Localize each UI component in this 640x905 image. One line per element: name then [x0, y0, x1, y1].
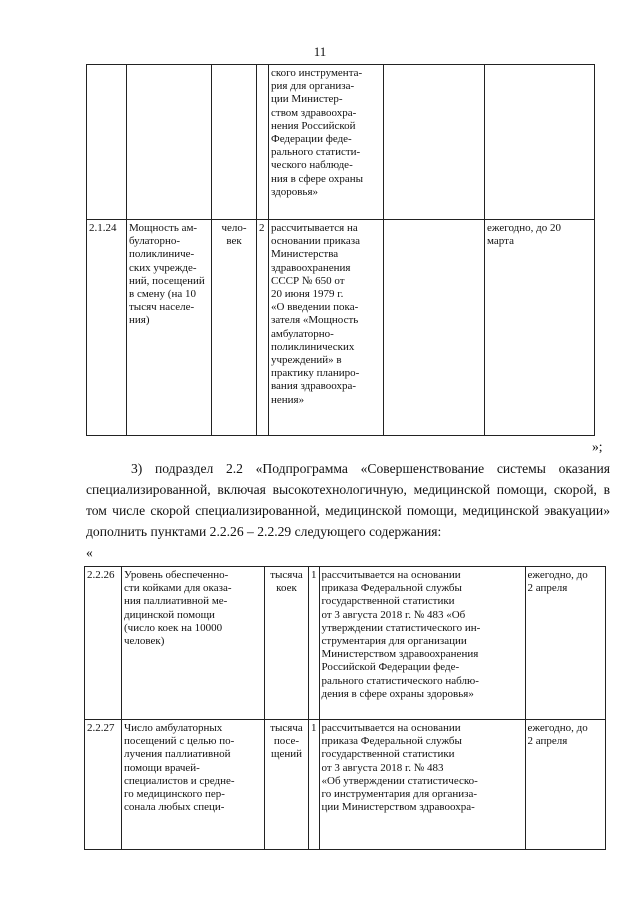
closing-quote: »;	[592, 439, 603, 454]
method-description: рассчитывается на основании приказа Федеральной службы государственной статистики от 3 августа 2018 г. № 483 «Об утверждении статистического ин- струментария для организации Министерством здравоохранения Российской Федерации феде- рального статистического наблю- дения в сфере охраны здоровья»	[319, 567, 525, 720]
unit: тысяча посе- щений	[265, 720, 309, 850]
page-number: 11	[313, 44, 327, 59]
code: 1	[309, 567, 320, 720]
table-row	[87, 65, 595, 220]
table-row	[87, 220, 595, 436]
table-row	[85, 720, 606, 850]
deadline: ежегодно, до 2 апреля	[525, 720, 605, 850]
row-description: ского инструмента- рия для организа- ции Министер- ством здравоохра- нения Российской Федерации феде- рального статисти- ческого наблюде- ния в сфере охраны здоровья»	[269, 65, 384, 220]
deadline: ежегодно, до 20 марта	[485, 220, 595, 436]
row-number: 2.2.27	[85, 720, 122, 850]
code: 1	[309, 720, 320, 850]
indicators-table-1	[86, 64, 595, 436]
row-number: 2.1.24	[87, 220, 127, 436]
indicator-name: Мощность ам- булаторно- поликлиниче- ских учрежде- ний, посещений в смену (на 10 тысяч населе- ния)	[127, 220, 212, 436]
row-number: 2.2.26	[85, 567, 122, 720]
code: 2	[257, 220, 269, 436]
indicator-name: Уровень обеспеченно- сти койками для оказа- ния паллиативной ме- дицинской помощи (число коек на 10000 человек)	[122, 567, 265, 720]
method-description: рассчитывается на основании приказа Министерства здравоохранения СССР № 650 от 20 июня 1979 г. «О введении пока- зателя «Мощность амбулаторно- поликлинических учреждений» в практику планиро- вания здравоохра- нения»	[269, 220, 384, 436]
deadline: ежегодно, до 2 апреля	[525, 567, 605, 720]
indicators-table-2	[84, 566, 606, 850]
method-description: рассчитывается на основании приказа Федеральной службы государственной статистики от 3 августа 2018 г. № 483 «Об утверждении статистическо- го инструментария для организа- ции Министерством здравоохра-	[319, 720, 525, 850]
opening-quote: «	[86, 545, 93, 560]
unit: тысяча коек	[265, 567, 309, 720]
indicator-name: Число амбулаторных посещений с целью по- лучения паллиативной помощи врачей- специалистов и средне- го медицинского пер- сонала любых специ-	[122, 720, 265, 850]
body-paragraph: 3) подраздел 2.2 «Подпрограмма «Совершенствование системы оказания специализированной, включая высокотехнологичную, медицинской помощи, скорой, в том числе скорой специализированной, медицинской помощи, медицинской эвакуации» дополнить пунктами 2.2.26 – 2.2.29 следующего содержания:	[86, 461, 610, 539]
table-row	[85, 567, 606, 720]
unit: чело- век	[212, 220, 257, 436]
